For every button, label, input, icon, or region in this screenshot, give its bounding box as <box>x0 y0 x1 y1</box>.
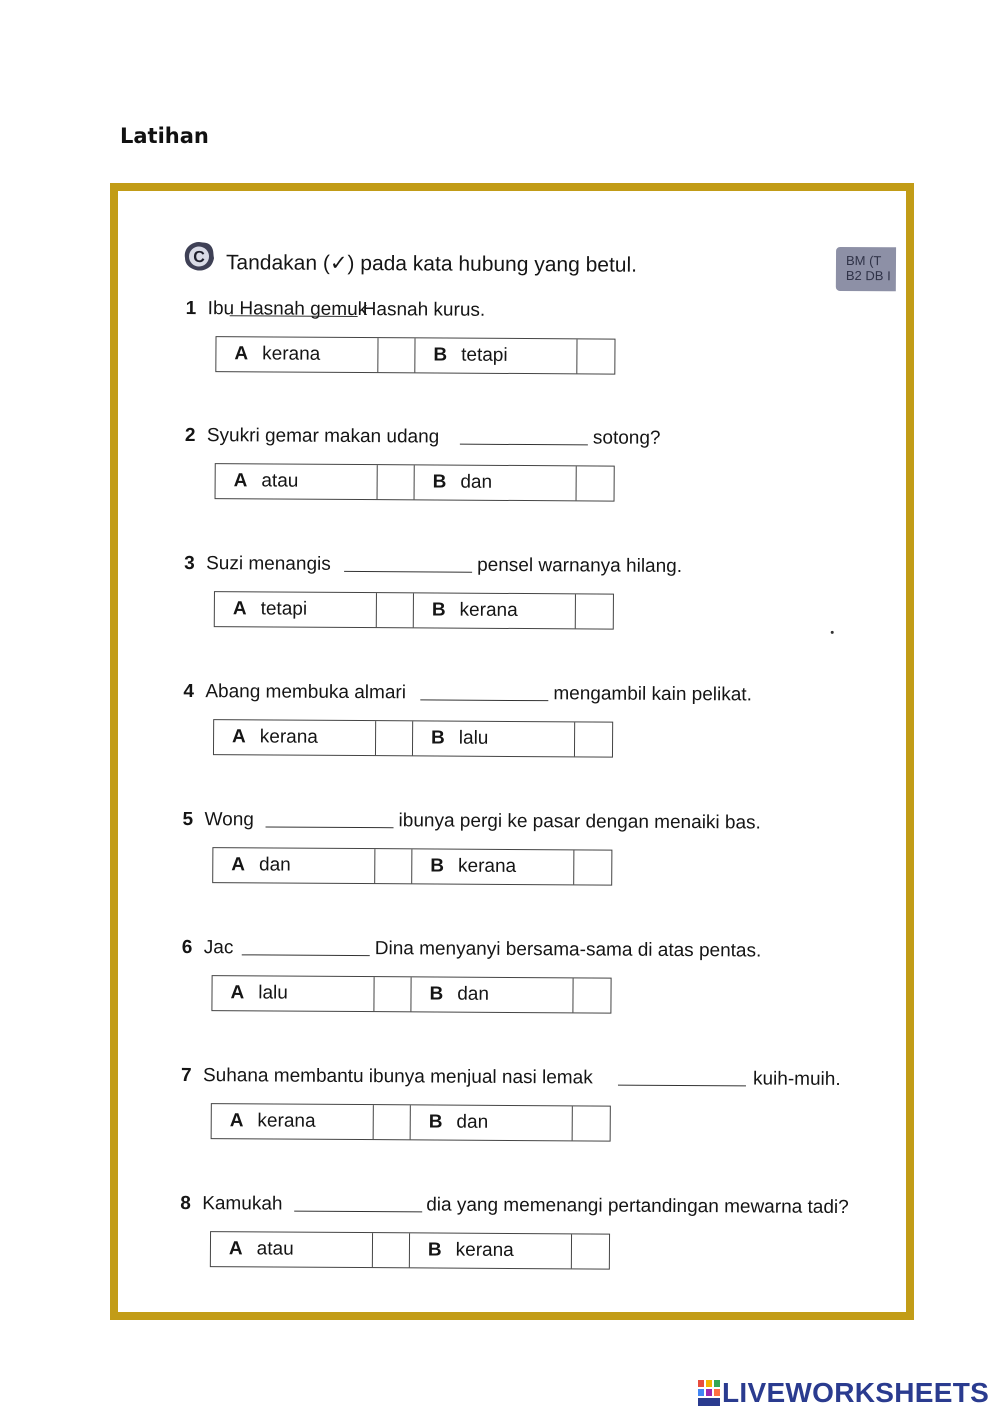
option-a-text: kerana <box>257 1110 316 1132</box>
option-a-letter: A <box>234 343 249 365</box>
sentence-after-blank: sotong? <box>592 427 661 449</box>
option-a-checkbox[interactable] <box>375 849 412 883</box>
sentence-after-blank: pensel warnanya hilang. <box>477 554 683 577</box>
option-b-letter: B <box>431 727 445 749</box>
option-b-text: kerana <box>455 1239 514 1261</box>
option-a-checkbox[interactable] <box>378 338 415 372</box>
question-item <box>185 294 906 366</box>
question-number: 6 <box>181 936 193 959</box>
options-row <box>214 591 614 629</box>
option-a-checkbox[interactable] <box>374 977 411 1011</box>
answer-blank <box>344 570 472 573</box>
sentence-after-blank: Hasnah kurus. <box>362 299 486 321</box>
option-b-checkbox[interactable] <box>573 1106 610 1140</box>
option-b <box>413 721 575 756</box>
option-b-text: kerana <box>459 599 518 621</box>
question-item <box>184 421 905 493</box>
answer-blank <box>618 1084 746 1087</box>
option-a-text: kerana <box>259 726 318 748</box>
worksheet-frame <box>110 183 914 1320</box>
option-a <box>216 337 378 372</box>
scan-speck <box>831 631 834 634</box>
question-number: 8 <box>180 1192 191 1215</box>
question-item <box>182 805 902 877</box>
option-b-checkbox[interactable] <box>573 978 610 1012</box>
sentence-before-blank: Suzi menangis <box>206 553 331 575</box>
code-line-1: BM (T <box>845 252 882 269</box>
question-sentence <box>181 1061 901 1095</box>
sentence-before-blank: Suhana membantu ibunya menjual nasi lemak <box>202 1065 593 1089</box>
option-b <box>412 849 574 884</box>
option-a-text: atau <box>261 470 299 492</box>
code-line-2: B2 DB I <box>845 267 891 284</box>
option-a <box>213 848 375 883</box>
option-a <box>212 976 374 1011</box>
answer-blank <box>420 698 548 701</box>
option-b-checkbox[interactable] <box>572 1234 609 1268</box>
question-number: 1 <box>185 297 197 320</box>
option-a-checkbox[interactable] <box>374 1105 411 1139</box>
sentence-before-blank: Wong <box>204 809 254 831</box>
option-a-checkbox[interactable] <box>378 465 415 499</box>
sentence-before-blank: Ibu Hasnah gemuk <box>207 298 368 321</box>
options-row <box>212 847 612 885</box>
answer-blank <box>266 825 394 828</box>
option-b-text: dan <box>457 983 490 1005</box>
question-number: 2 <box>184 424 196 447</box>
sentence-after-blank: dia yang memenangi pertandingan mewarna tadi? <box>426 1194 849 1219</box>
option-a-checkbox[interactable] <box>376 721 413 755</box>
option-b-text: lalu <box>458 727 489 749</box>
curriculum-code-tag <box>836 247 896 291</box>
sentence-before-blank: Jac <box>203 937 234 959</box>
option-b <box>411 1105 573 1140</box>
option-b-letter: B <box>430 855 445 877</box>
option-a-letter: A <box>231 854 246 876</box>
question-sentence <box>180 1189 900 1223</box>
badge-letter: C <box>193 249 205 267</box>
question-number: 5 <box>182 808 194 831</box>
options-row <box>215 463 615 501</box>
option-b-letter: B <box>432 471 447 493</box>
answer-blank <box>460 443 588 446</box>
option-a <box>215 592 377 627</box>
option-a-letter: A <box>233 470 248 492</box>
question-number: 4 <box>183 680 194 703</box>
option-a-checkbox[interactable] <box>373 1233 410 1267</box>
liveworksheets-brand: LIVEWORKSHEETS <box>722 1377 990 1408</box>
option-b-letter: B <box>429 983 444 1005</box>
sentence-before-blank: Kamukah <box>202 1193 283 1215</box>
sentence-after-blank: ibunya pergi ke pasar dengan menaiki bas. <box>398 810 761 834</box>
option-b <box>411 977 573 1012</box>
answer-blank <box>294 1210 422 1213</box>
question-item <box>181 933 902 1005</box>
question-sentence <box>183 677 903 711</box>
option-a-text: kerana <box>262 343 321 365</box>
sentence-after-blank: kuih-muih. <box>752 1068 841 1090</box>
option-b-text: kerana <box>457 855 517 877</box>
sentence-after-blank: mengambil kain pelikat. <box>553 683 752 706</box>
question-number: 3 <box>184 552 195 575</box>
option-b-text: tetapi <box>461 344 508 366</box>
option-b <box>415 338 577 373</box>
option-b-checkbox[interactable] <box>577 466 614 500</box>
question-item <box>183 677 903 749</box>
options-row <box>215 336 615 374</box>
worksheet <box>115 189 910 1315</box>
question-sentence <box>184 549 904 583</box>
option-b <box>415 465 577 500</box>
sentence-before-blank: Abang membuka almari <box>205 681 407 704</box>
option-a-text: lalu <box>258 982 288 1004</box>
option-b-checkbox[interactable] <box>574 850 611 884</box>
option-a-letter: A <box>229 1110 244 1132</box>
question-sentence <box>182 805 902 839</box>
answer-blank <box>242 953 370 956</box>
option-a <box>212 1104 374 1139</box>
question-sentence <box>185 421 905 455</box>
option-b-letter: B <box>428 1111 443 1133</box>
option-a-letter: A <box>228 1238 243 1260</box>
sentence-after-blank: Dina menyanyi bersama-sama di atas pentas. <box>374 938 762 962</box>
sentence-before-blank: Syukri gemar makan udang <box>206 425 440 448</box>
option-b <box>410 1233 572 1268</box>
options-row <box>211 975 611 1013</box>
page-heading: Latihan <box>120 124 209 148</box>
option-a-text: tetapi <box>260 598 308 620</box>
option-a-text: dan <box>258 854 291 876</box>
option-a-letter: A <box>232 726 246 748</box>
option-b-letter: B <box>433 344 448 366</box>
option-b-checkbox[interactable] <box>575 722 612 756</box>
options-row <box>211 1103 611 1141</box>
liveworksheets-logo <box>698 1376 989 1410</box>
question-item <box>180 1061 901 1133</box>
option-a-text: atau <box>256 1238 294 1260</box>
question-item <box>184 549 904 621</box>
option-a-checkbox[interactable] <box>377 593 414 627</box>
question-number: 7 <box>180 1064 192 1087</box>
instruction-text: Tandakan (✓) pada kata hubung yang betul. <box>225 251 638 277</box>
option-b-text: dan <box>456 1111 489 1133</box>
option-a <box>214 720 376 755</box>
section-c-badge-icon <box>183 240 215 272</box>
option-b-checkbox[interactable] <box>577 339 614 373</box>
option-b-checkbox[interactable] <box>576 594 613 628</box>
option-b-text: dan <box>460 471 493 493</box>
option-b-letter: B <box>427 1239 442 1261</box>
option-b <box>414 593 576 628</box>
options-row <box>213 719 613 757</box>
question-sentence <box>186 294 906 328</box>
option-a-letter: A <box>230 982 245 1004</box>
option-a <box>216 464 378 499</box>
option-a-letter: A <box>232 598 247 620</box>
liveworksheets-mark-icon <box>698 1380 720 1406</box>
question-item <box>180 1189 900 1261</box>
option-b-letter: B <box>431 599 446 621</box>
option-a <box>211 1232 373 1267</box>
options-row <box>210 1231 610 1269</box>
question-sentence <box>182 933 902 967</box>
